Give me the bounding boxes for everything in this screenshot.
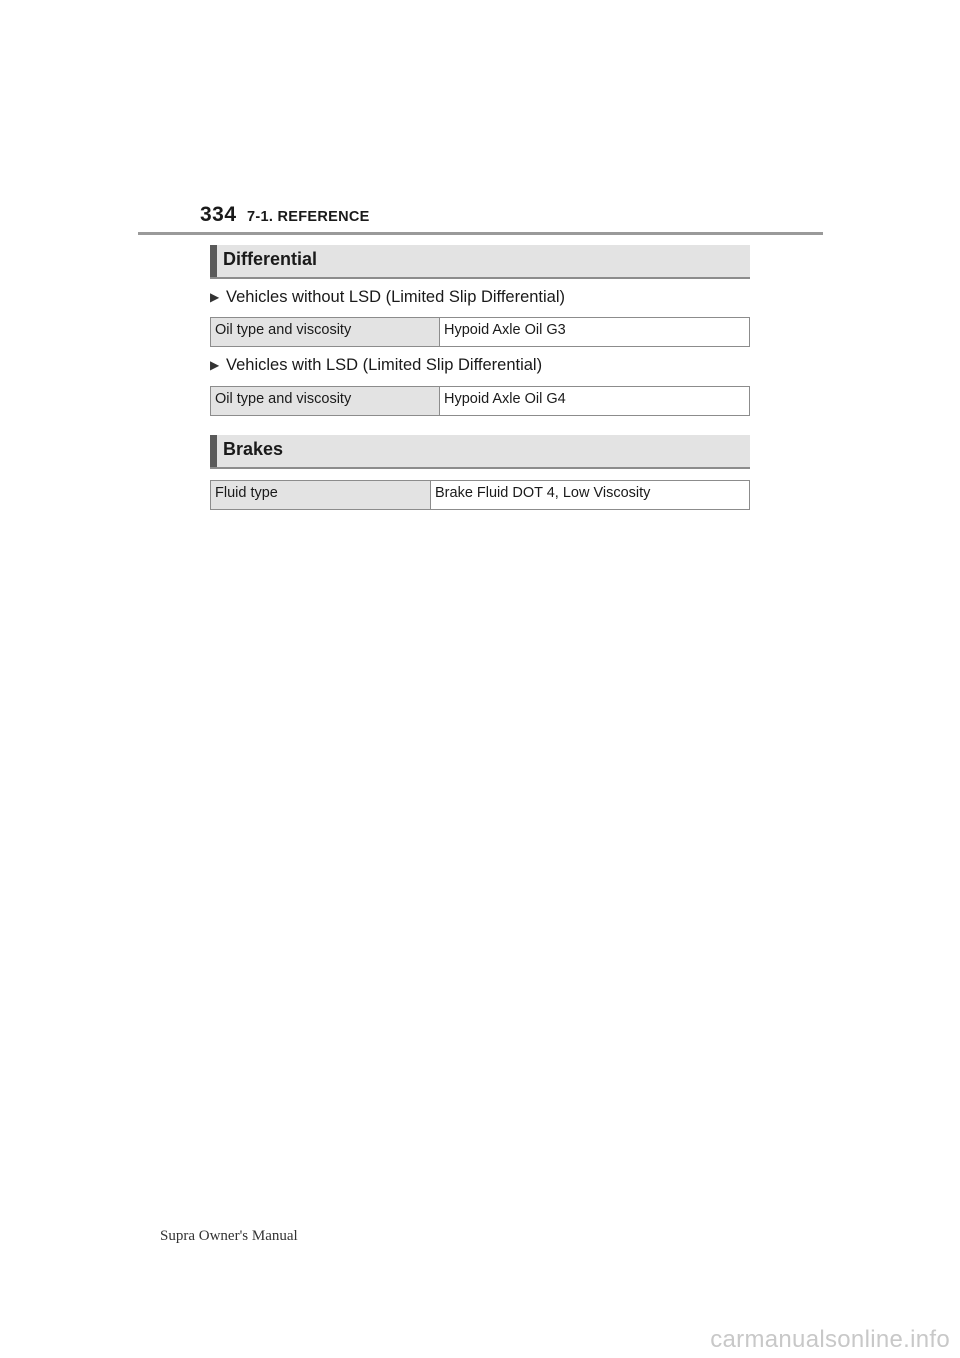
- spec-table-with-lsd: [210, 386, 750, 416]
- triangle-bullet-icon: ▶: [210, 290, 220, 304]
- spec-table-without-lsd: [210, 317, 750, 347]
- section-heading-bar: [210, 245, 217, 277]
- header-rule: [138, 232, 823, 235]
- section-heading-brakes: [210, 435, 750, 469]
- table-cell-value: Hypoid Axle Oil G4: [444, 391, 566, 407]
- table-cell-value: Brake Fluid DOT 4, Low Viscosity: [435, 485, 651, 501]
- bullet-label: Vehicles without LSD (Limited Slip Differential): [226, 288, 566, 306]
- triangle-bullet-icon: ▶: [210, 358, 220, 372]
- footer-manual-name: Supra Owner's Manual: [160, 1228, 298, 1244]
- chapter-title: 7-1. REFERENCE: [247, 209, 370, 225]
- bullet-with-lsd: [210, 356, 542, 375]
- page-number: 334: [200, 203, 237, 226]
- section-heading-differential: [210, 245, 750, 279]
- spec-table-brakes: [210, 480, 750, 510]
- table-cell-value: Hypoid Axle Oil G3: [444, 322, 566, 338]
- section-heading-bar: [210, 435, 217, 467]
- bullet-without-lsd: [210, 288, 565, 307]
- table-cell-label: Fluid type: [211, 481, 431, 509]
- section-heading-label: Differential: [223, 249, 318, 269]
- bullet-label: Vehicles with LSD (Limited Slip Differential): [226, 356, 543, 374]
- watermark-text: carmanualsonline.info: [710, 1326, 950, 1353]
- section-heading-label: Brakes: [223, 439, 284, 459]
- table-cell-label: Oil type and viscosity: [211, 387, 440, 415]
- table-cell-label: Oil type and viscosity: [211, 318, 440, 346]
